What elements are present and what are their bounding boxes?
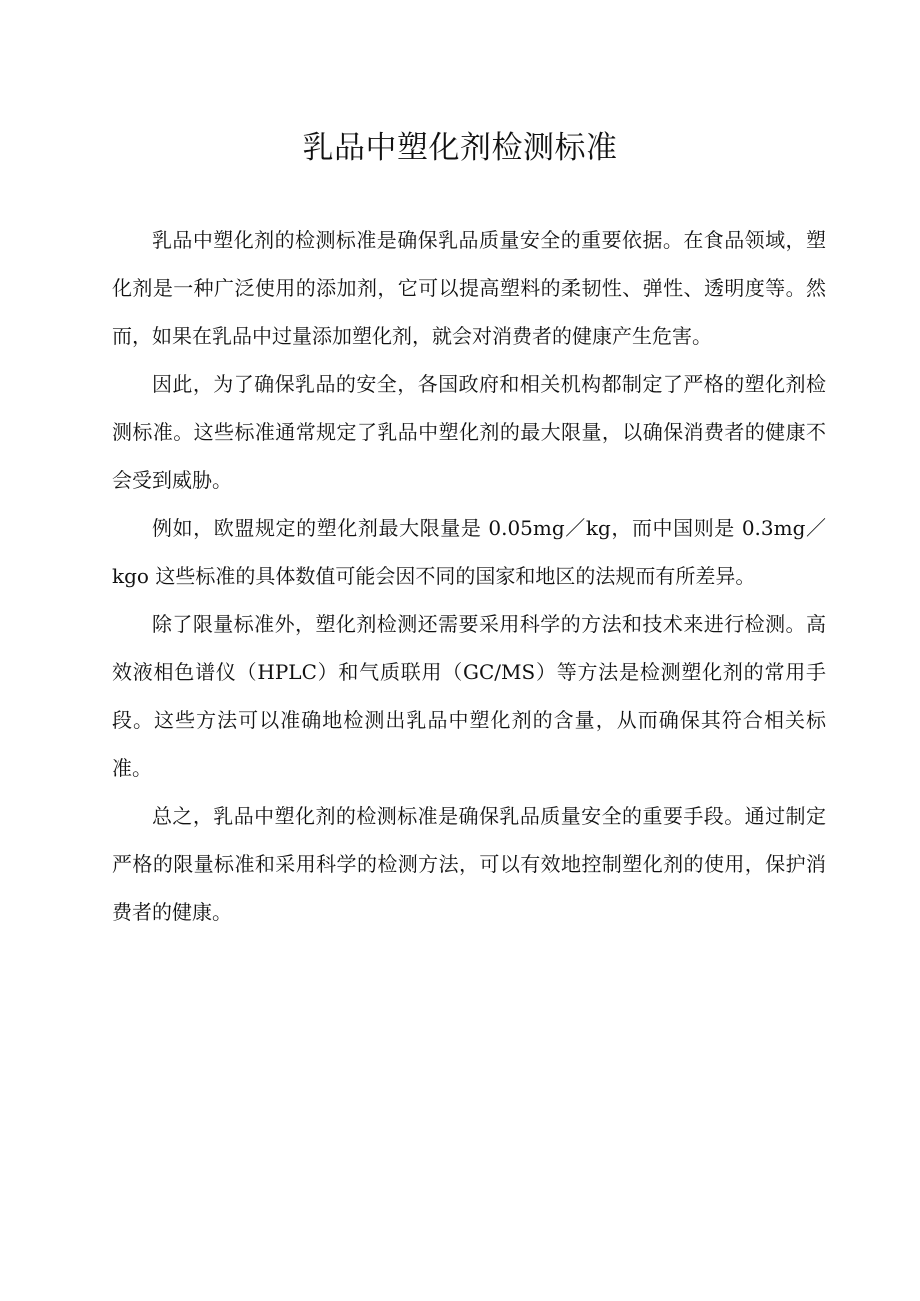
paragraph-methods: 除了限量标准外，塑化剂检测还需要采用科学的方法和技术来进行检测。高效液相色谱仪（HPLC）和气质联用（GC/MS）等方法是检测塑化剂的常用手段。这些方法可以准确地检测出乳品中塑化剂的含量，从而确保其符合相关标准。 [112,612,826,780]
page-title: 乳品中塑化剂检测标准 [302,130,618,166]
document-body [112,216,826,936]
paragraph-intro: 乳品中塑化剂的检测标准是确保乳品质量安全的重要依据。在食品领域，塑化剂是一种广泛使用的添加剂，它可以提高塑料的柔韧性、弹性、透明度等。然而，如果在乳品中过量添加塑化剂，就会对消费者的健康产生危害。 [112,228,826,348]
paragraph-standards: 因此，为了确保乳品的安全，各国政府和相关机构都制定了严格的塑化剂检测标准。这些标准通常规定了乳品中塑化剂的最大限量，以确保消费者的健康不会受到威胁。 [112,372,826,492]
paragraph-conclusion: 总之，乳品中塑化剂的检测标准是确保乳品质量安全的重要手段。通过制定严格的限量标准和采用科学的检测方法，可以有效地控制塑化剂的使用，保护消费者的健康。 [112,804,826,924]
paragraph-example-limits: 例如，欧盟规定的塑化剂最大限量是 0.05mg／kg，而中国则是 0.3mg／kgo 这些标准的具体数值可能会因不同的国家和地区的法规而有所差异。 [112,516,826,588]
